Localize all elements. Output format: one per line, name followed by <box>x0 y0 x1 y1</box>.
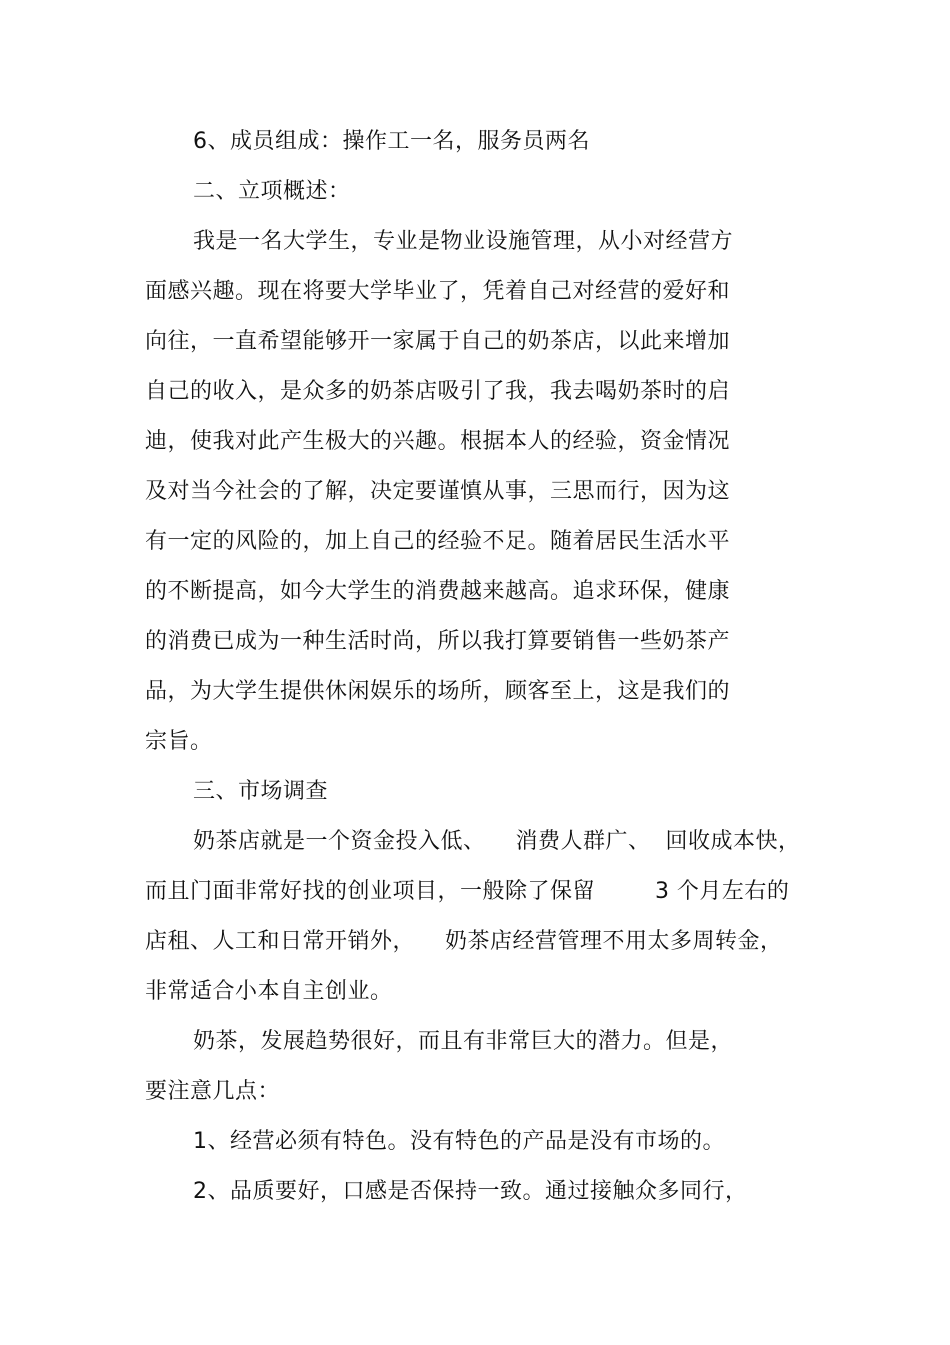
section-heading-market: 三、市场调查 <box>193 779 329 804</box>
paragraph-line: 的消费已成为一种生活时尚，所以我打算要销售一些奶茶产 <box>145 629 731 654</box>
paragraph-line: 而且门面非常好找的创业项目，一般除了保留 3 个月左右的 <box>145 879 790 904</box>
paragraph-line: 面感兴趣。现在将要大学毕业了，凭着自己对经营的爱好和 <box>145 279 731 304</box>
paragraph-line: 我是一名大学生，专业是物业设施管理，从小对经营方 <box>193 229 734 254</box>
paragraph-line: 要注意几点： <box>145 1079 281 1104</box>
paragraph-line: 的不断提高，如今大学生的消费越来越高。追求环保，健康 <box>145 579 731 604</box>
paragraph-line: 向往，一直希望能够开一家属于自己的奶茶店，以此来增加 <box>145 329 731 354</box>
paragraph-line: 店租、人工和日常开销外， 奶茶店经营管理不用太多周转金， <box>145 929 783 954</box>
paragraph-line: 奶茶，发展趋势很好，而且有非常巨大的潜力。但是， <box>193 1029 734 1054</box>
paragraph-line: 自己的收入，是众多的奶茶店吸引了我，我去喝奶茶时的启 <box>145 379 731 404</box>
paragraph-line: 品，为大学生提供休闲娱乐的场所，顾客至上，这是我们的 <box>145 679 731 704</box>
paragraph-line: 奶茶店就是一个资金投入低、 消费人群广、 回收成本快， <box>193 829 801 854</box>
paragraph-line: 迪，使我对此产生极大的兴趣。根据本人的经验，资金情况 <box>145 429 731 454</box>
list-item-2: 2、品质要好，口感是否保持一致。通过接触众多同行， <box>193 1179 748 1204</box>
paragraph-line: 非常适合小本自主创业。 <box>145 979 393 1004</box>
paragraph-line: 宗旨。 <box>145 729 213 754</box>
member-composition-line: 6、成员组成：操作工一名，服务员两名 <box>193 129 590 154</box>
section-heading-overview: 二、立项概述： <box>193 179 351 204</box>
list-item-1: 1、经营必须有特色。没有特色的产品是没有市场的。 <box>193 1129 725 1154</box>
paragraph-line: 有一定的风险的，加上自己的经验不足。随着居民生活水平 <box>145 529 731 554</box>
paragraph-line: 及对当今社会的了解，决定要谨慎从事，三思而行，因为这 <box>145 479 731 504</box>
